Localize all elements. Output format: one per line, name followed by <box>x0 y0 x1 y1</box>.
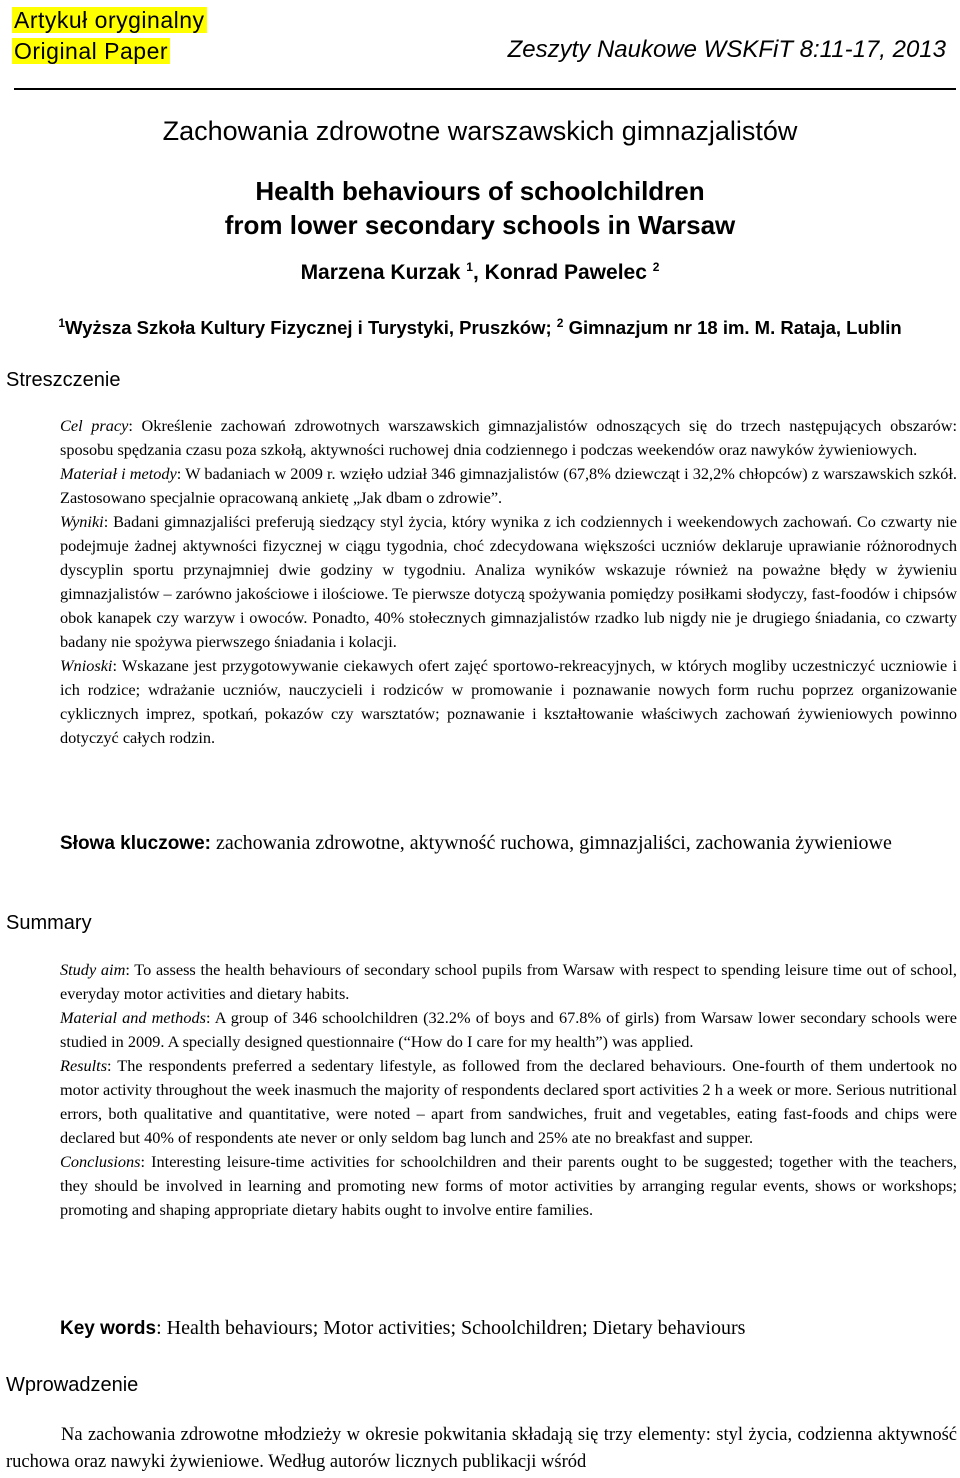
affil-2-sup: 2 <box>556 315 564 330</box>
keywords-polish <box>60 828 957 859</box>
article-type-label <box>12 6 207 65</box>
abstract-pl-conclusions-label: Wnioski <box>60 656 113 675</box>
title-english-line2: from lower secondary schools in Warsaw <box>224 210 736 240</box>
affiliations <box>0 317 960 339</box>
abstract-english <box>60 958 957 1222</box>
label-english: Original Paper <box>14 38 169 64</box>
keywords-en-text: : Health behaviours; Motor activities; Schoolchildren; Dietary behaviours <box>156 1317 746 1339</box>
abstract-pl-results-text: : Badani gimnazjaliści preferują siedzący styl życia, który wynika z ich codziennych i weekendowych zachowań. Co czwarty nie podejmuje żadnej aktywności fizycznej w ciągu tygodnia, choć zdecydowana większości uczniów deklaruje uprawianie różnorodnych dyscyplin sportu przynajmniej dwie godziny w tygodniu. Analiza wyników wskazuje również na poważne błędy w żywieniu gimnazjalistów – zarówno jakościowe i ilościowe. Te pierwsze dotyczą spożywania pomiędzy posiłkami słodyczy, fast-foodów i chipsów obok kanapek czy warzyw i owoców. Ponadto, 40% stołecznych gimnazjalistów rzadko lub nigdy nie je drugiego śniadania, co czwarty badany nie spożywa pierwszego śniadania i kolacji. <box>60 512 957 651</box>
abstract-en-conclusions-label: Conclusions <box>60 1152 141 1171</box>
journal-citation: Zeszyty Naukowe WSKFiT 8:11-17, 2013 <box>507 36 946 63</box>
title-english <box>0 174 960 242</box>
abstract-polish <box>60 414 957 750</box>
label-polish: Artykuł oryginalny <box>14 7 205 33</box>
abstract-pl-conclusions <box>60 654 957 750</box>
header-rule <box>14 88 956 90</box>
abstract-pl-conclusions-text: : Wskazane jest przygotowywanie ciekawych ofert zajęć sportowo-rekreacyjnych, w których mogliby uczestniczyć uczniowie i ich rodzice; wdrażanie uczniów, nauczycieli i rodziców w promowanie i poznawanie nowych form ruchu poprzez organizowanie cyklicznych imprez, spotkań, pokazów czy warsztatów; poznawanie i kształtowanie właściwych zachowań żywieniowych powinno dotyczyć całych rodzin. <box>60 656 957 747</box>
keywords-english <box>60 1313 957 1344</box>
abstract-en-aim-label: Study aim <box>60 960 126 979</box>
section-heading-wprowadzenie: Wprowadzenie <box>6 1374 139 1396</box>
affil-1: Wyższa Szkoła Kultury Fizycznej i Turystyki, Pruszków; <box>65 317 557 338</box>
author-1: Marzena Kurzak <box>300 261 461 284</box>
section-heading-summary: Summary <box>6 912 92 934</box>
abstract-en-methods-label: Material and methods <box>60 1008 206 1027</box>
intro-paragraph: Na zachowania zdrowotne młodzieży w okresie pokwitania składają się trzy elementy: styl życia, codzienna aktywność ruchowa oraz nawyki żywieniowe. Według autorów licznych publikacji wśród <box>6 1425 957 1472</box>
abstract-en-methods-text: : A group of 346 schoolchildren (32.2% of boys and 67.8% of girls) from Warsaw lower secondary schools were studied in 2009. A specially designed questionnaire (“How do I care for my health”) was applied. <box>60 1008 957 1051</box>
abstract-pl-methods-text: : W badaniach w 2009 r. wzięło udział 346 gimnazjalistów (67,8% dziewcząt i 32,2% chłopców) z warszawskich szkół. Zastosowano specjalnie opracowaną ankietę „Jak dbam o zdrowie”. <box>60 464 957 507</box>
title-polish: Zachowania zdrowotne warszawskich gimnazjalistów <box>162 116 798 146</box>
affil-2: Gimnazjum nr 18 im. M. Rataja, Lublin <box>563 317 902 338</box>
abstract-en-methods <box>60 1006 957 1054</box>
author-1-affil: 1 <box>466 260 473 274</box>
abstract-pl-aim-text: : Określenie zachowań zdrowotnych warszawskich gimnazjalistów odnoszących się do trzech następujących obszarów: sposobu spędzania czasu poza szkołą, aktywności ruchowej dnia codziennego i podczas weekendów oraz nawyków żywieniowych. <box>60 416 957 459</box>
abstract-pl-results <box>60 510 957 654</box>
abstract-pl-results-label: Wyniki <box>60 512 104 531</box>
abstract-pl-aim <box>60 414 957 462</box>
keywords-en-label: Key words <box>60 1318 157 1339</box>
abstract-en-conclusions <box>60 1150 957 1222</box>
abstract-en-aim <box>60 958 957 1006</box>
abstract-en-results <box>60 1054 957 1150</box>
abstract-pl-methods <box>60 462 957 510</box>
keywords-pl-text: zachowania zdrowotne, aktywność ruchowa, gimnazjaliści, zachowania żywieniowe <box>210 832 892 854</box>
abstract-en-results-text: : The respondents preferred a sedentary lifestyle, as followed from the declared behaviours. One-fourth of them undertook no motor activity throughout the week inasmuch the majority of respondents declared sport activities 2 h a week or more. Serious nutritional errors, both qualitative and quantitative, were noted – apart from sandwiches, fruit and vegetables, eating fast-foods and chips were declared but 40% of respondents ate never or only seldom bag lunch and 25% ate no breakfast and supper. <box>60 1056 957 1147</box>
abstract-en-aim-text: : To assess the health behaviours of secondary school pupils from Warsaw with respect to spending leisure time out of school, everyday motor activities and dietary habits. <box>60 960 957 1003</box>
title-english-line1: Health behaviours of schoolchildren <box>255 176 705 206</box>
affil-1-sup: 1 <box>58 315 66 330</box>
abstract-en-results-label: Results <box>60 1056 108 1075</box>
section-heading-streszczenie: Streszczenie <box>6 369 121 391</box>
abstract-pl-aim-label: Cel pracy <box>60 416 129 435</box>
author-2: Konrad Pawelec <box>484 261 647 284</box>
abstract-pl-methods-label: Materiał i metody <box>60 464 177 483</box>
authors <box>0 261 960 285</box>
keywords-pl-label: Słowa kluczowe: <box>60 833 211 854</box>
author-2-affil: 2 <box>652 260 660 274</box>
author-separator: , <box>472 261 485 284</box>
abstract-en-conclusions-text: : Interesting leisure-time activities for schoolchildren and their parents ought to be suggested; together with the teachers, they should be involved in learning and promoting new forms of motor activities by arranging regular events, shows or workshops; promoting and shaping appropriate dietary habits ought to involve entire families. <box>60 1152 957 1219</box>
